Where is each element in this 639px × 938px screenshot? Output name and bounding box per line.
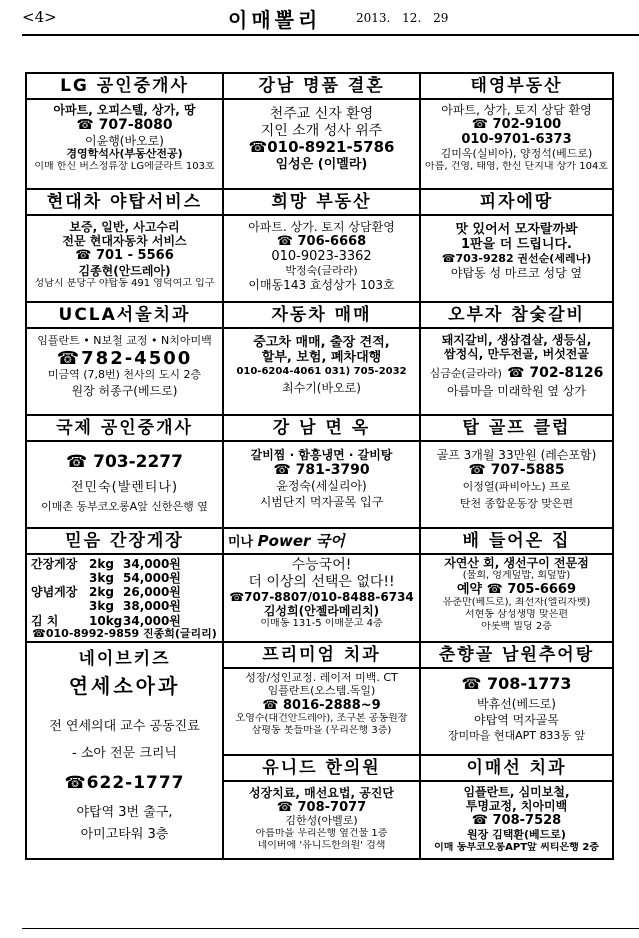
ad-boat-restaurant: [421, 529, 612, 641]
phone-number: ☎010-8992-9859 진종희(글리리): [32, 627, 217, 640]
ad-title: 믿음 간장게장: [27, 529, 222, 555]
ad-line: 수능국어!: [291, 557, 352, 573]
ad-line: 지인 소개 성사 위주: [260, 122, 383, 139]
ad-line: 성장치료, 매선요법, 공진단: [249, 786, 394, 800]
phone-number: ☎ 701 - 5566: [75, 248, 174, 264]
address: 성남시 분당구 야탑동 491 영덕여고 입구: [34, 277, 215, 289]
phone-number: ☎ 702-9100: [471, 117, 562, 133]
item-price: 38,000원: [123, 599, 181, 614]
contact-name: 최수기(바오로): [282, 381, 361, 396]
phone-number: ☎782-4500: [56, 347, 193, 369]
phone-number: 010-6204-4061 031) 705-2032: [236, 365, 407, 377]
ad-unid-oriental-clinic: [224, 756, 419, 858]
ad-line: 네이버에 '유니드한의원' 검색: [257, 840, 386, 852]
ad-title: 탑 골프 클럽: [421, 416, 612, 442]
contact-name: 심금순(글라라): [429, 367, 502, 381]
item-price: 34,000원: [123, 613, 181, 628]
ad-line: 임플란트(오스템.독일): [267, 684, 376, 697]
item-price: 54,000원: [123, 571, 181, 586]
ad-title: 현대차 야탑서비스: [27, 190, 222, 216]
address: 아름, 건영, 태영, 한신 단지내 상가 104호: [425, 160, 608, 172]
address: 이매동143 효성상가 103호: [248, 277, 395, 292]
ad-gangnam-myeonok: [224, 416, 419, 527]
address: 이매 동부코오롱APT앞 씨티은행 2층: [434, 841, 599, 853]
footer-rule: [22, 928, 639, 929]
ad-line: 아파트, 오피스텔, 상가, 땅: [53, 103, 196, 117]
ad-title: 오부자 참숯갈비: [421, 303, 612, 329]
phone-number: 010-9023-3362: [271, 249, 372, 265]
address: 야탑동 성 마르코 성당 옆: [450, 265, 583, 280]
ad-premium-dental: [224, 643, 419, 754]
ad-line: 천주교 신자 환영: [269, 106, 374, 122]
contact-name: 이윤행(바오로): [85, 133, 164, 148]
phone-number: ☎ 781-3790: [273, 462, 370, 479]
ad-top-golf: [421, 416, 612, 527]
ad-power-korean: [224, 529, 419, 641]
ad-taeyoung-realty: [421, 74, 612, 188]
ad-line: 투명교정, 치아미백: [465, 799, 568, 814]
ad-title: 이매선 치과: [421, 756, 612, 782]
ad-line: 아파트. 상가. 토지 상담환영: [248, 220, 395, 234]
item-size: 3kg: [89, 571, 114, 586]
phone-number: ☎ 707-5885: [468, 462, 565, 479]
ad-line: 보증, 일반, 사고수리: [69, 220, 180, 234]
ad-title: UCLA서울치과: [27, 303, 222, 329]
address: 아미고타워 3층: [80, 826, 169, 842]
address: 아름마을 미래학원 옆 상가: [447, 384, 586, 399]
ad-title: 네이브키즈: [78, 649, 171, 669]
ad-line: 할부, 보험, 폐차대행: [261, 350, 382, 366]
phone-number: ☎ 707-8080: [76, 117, 173, 134]
ad-line: 아파트, 상가, 토지 상담 환영: [441, 103, 592, 117]
ad-ucla-dental: [27, 303, 222, 414]
address: 이매동 131-5 이매문고 4층: [260, 618, 383, 630]
item-size: 2kg: [89, 585, 114, 600]
address: 서현동 삼성생명 맞은편: [465, 609, 568, 621]
ad-title: 희망 부동산: [224, 190, 419, 216]
contact-name: 원장 김택환(베드로): [467, 828, 566, 841]
page-header: [0, 0, 639, 34]
ad-chunhyang-chueotang: [421, 643, 612, 754]
phone-number: ☎ 8016-2888~9: [262, 697, 381, 713]
brand-logo-text: Power 국어: [257, 532, 345, 550]
contact-name: 임성은 (이멜라): [275, 156, 368, 172]
address: 시범단지 먹자골목 입구: [259, 494, 384, 509]
ad-line: 임플란트 • N보철 교정 • N치아미백: [37, 335, 212, 347]
ad-title: 연세소아과: [68, 675, 181, 699]
ad-line: 자연산 회, 생선구이 전문점: [444, 556, 589, 570]
item-price: 26,000원: [123, 585, 181, 600]
phone-number: ☎703-9282 권선순(세레나): [441, 252, 592, 265]
ad-line: 쌈정식, 만두전골, 버섯전골: [444, 347, 589, 362]
contact-name: 유춘만(베드로), 최선자(엘리자벳): [442, 597, 591, 609]
contact-name: 전민숙(발렌티나): [70, 480, 179, 496]
contact-name: 김성희(안젤라메리치): [263, 604, 380, 619]
ad-title: 국제 공인중개사: [27, 416, 222, 442]
phone-number: ☎622-1777: [64, 773, 185, 794]
address: 삼평동 봇들마을 (우리은행 3층): [251, 725, 392, 737]
contact-name: 김종현(안드레아): [78, 263, 171, 278]
item-name: 간장게장: [31, 557, 78, 571]
address: 야탑역 먹자골목: [474, 713, 559, 728]
ad-mideum-crab: [27, 529, 222, 641]
ad-line: 골프 3개월 33만원 (레슨포함): [436, 448, 597, 462]
item-price: 34,000원: [123, 557, 181, 571]
ad-line: 더 이상의 선택은 없다!!: [248, 573, 395, 590]
ad-title: 배 들어온 집: [421, 529, 612, 555]
ad-line: (물회, 엉게덮밥, 회덮밥): [462, 570, 571, 582]
ad-yonsei-pediatrics: [27, 643, 222, 858]
item-size: 2kg: [89, 557, 114, 571]
ad-pizza-etang: [421, 190, 612, 301]
ad-line: 1판을 더 드립니다.: [461, 237, 572, 253]
phone-number: 예약 ☎ 705-6669: [456, 581, 577, 597]
ad-title: 강 남 면 옥: [224, 416, 419, 442]
ad-obuja-galbi: [421, 303, 612, 414]
ad-title: 춘향골 남원추어탕: [421, 643, 612, 669]
address: 이매 한신 버스정류장 LG에클라트 103호: [34, 160, 215, 172]
ad-car-dealer: [224, 303, 419, 414]
phone-number: 010-9701-6373: [461, 132, 572, 148]
ad-lg-realty: [27, 74, 222, 188]
address: 탄천 종합운동장 맞은편: [459, 497, 574, 510]
ad-title: 태영부동산: [421, 74, 612, 100]
phone-number: ☎707-8807/010-8488-6734: [229, 590, 414, 605]
ad-title: 유니드 한의원: [224, 756, 419, 782]
ad-line: 경영학석사(부동산전공): [66, 147, 183, 160]
ad-line: 중고차 매매, 출장 견적,: [253, 335, 390, 350]
phone-number: ☎010-8921-5786: [248, 139, 395, 157]
ad-title: 피자에땅: [421, 190, 612, 216]
ad-hyundai-service: [27, 190, 222, 301]
contact-name: 이정열(파비아노) 프로: [462, 480, 571, 493]
address: 아름마을 우리은행 옆건물 1층: [255, 828, 388, 840]
ad-title: [224, 529, 419, 555]
ad-title: LG 공인중개사: [27, 74, 222, 100]
ad-gukje-realty: [27, 416, 222, 527]
phone-number: ☎ 708-7077: [276, 800, 367, 816]
address: 이매촌 동부코오롱A앞 신한은행 옆: [41, 501, 208, 514]
phone-number: ☎ 708-7528: [471, 813, 562, 829]
ad-line: 전문 현대자동차 서비스: [62, 234, 187, 249]
phone-number: ☎ 703-2277: [66, 452, 183, 472]
address: 야탑역 3번 출구,: [76, 805, 173, 821]
contact-name: 박정숙(글라라): [285, 264, 358, 277]
contact-name: 윤정숙(세실리아): [276, 478, 367, 493]
contact-name: 김한성(아벨로): [285, 815, 358, 828]
phone-number: ☎ 702-8126: [507, 365, 604, 382]
ad-gangnam-wedding: [224, 74, 419, 188]
item-size: 3kg: [89, 599, 114, 614]
ad-hope-realty: [224, 190, 419, 301]
item-name: 김 치: [31, 613, 59, 628]
contact-name: 김미옥(실비아), 양정석(베드로): [440, 147, 593, 160]
contact-name: 오영수(대건안드레아), 조구본 공동원장: [235, 713, 408, 725]
ad-line: 임플란트, 심미보철,: [463, 785, 570, 799]
address: 미금역 (7,8번) 천사의 도시 2층: [47, 369, 202, 382]
ad-imaesun-dental: [421, 756, 612, 858]
ad-line: 돼지갈비, 생삼겹살, 생등심,: [441, 333, 592, 347]
brand-logo-text: 미나: [228, 535, 254, 550]
ad-line: 맛 있어서 모자랄까봐: [455, 222, 578, 237]
header-rule: [22, 34, 639, 36]
newsletter-title: 이매뽈리: [228, 8, 322, 32]
item-size: 10kg: [89, 613, 123, 628]
contact-name: 박휴선(베드로): [477, 696, 556, 711]
ad-line: 전 연세의대 교수 공동진료: [49, 718, 200, 734]
address: 아롯백 빌딩 2층: [481, 620, 552, 632]
ad-line: - 소아 전문 크리닉: [72, 745, 177, 761]
ad-title: 프리미엄 치과: [224, 643, 419, 669]
phone-number: ☎ 706-6668: [276, 234, 367, 250]
item-name: 양념게장: [31, 585, 78, 600]
ad-grid: [25, 72, 614, 860]
price-list: [27, 557, 222, 628]
page-number: <4>: [22, 8, 57, 26]
contact-name: 원장 허종구(베드로): [71, 384, 178, 399]
issue-date: 2013. 12. 29: [356, 11, 449, 25]
phone-number: ☎ 708-1773: [461, 675, 572, 693]
address: 장미마을 현대APT 833동 앞: [447, 730, 586, 743]
ad-title: 강남 명품 결혼: [224, 74, 419, 100]
ad-line: 갈비찜 · 함흥냉면 · 갈비탕: [250, 448, 393, 462]
ad-line: 성장/성인교정. 레이저 미백. CT: [245, 672, 398, 684]
ad-title: 자동차 매매: [224, 303, 419, 329]
